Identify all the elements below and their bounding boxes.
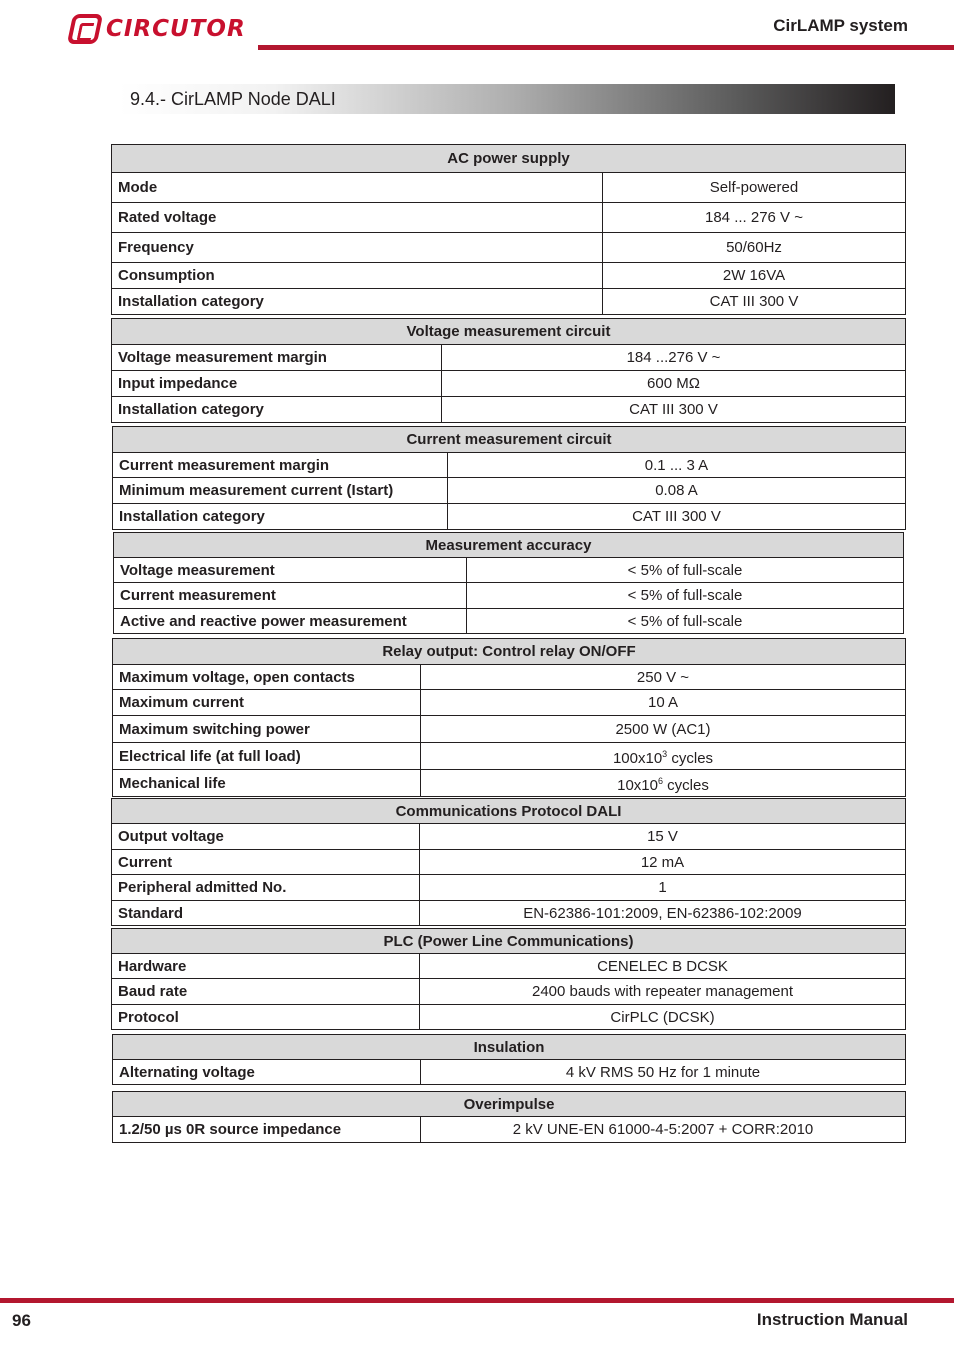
table-title: Communications Protocol DALI (112, 799, 906, 824)
spec-label: Frequency (112, 233, 603, 263)
header-divider (258, 45, 954, 50)
spec-table-current-measurement-circuit (112, 426, 906, 530)
spec-table-ac-power-supply (111, 144, 906, 315)
footer-divider (0, 1298, 954, 1303)
table-row (114, 609, 904, 634)
spec-value: 600 MΩ (442, 371, 906, 397)
spec-label: Voltage measurement margin (112, 345, 442, 371)
spec-label: Voltage measurement (114, 558, 467, 583)
spec-value: EN-62386-101:2009, EN-62386-102:2009 (420, 901, 906, 926)
table-row (113, 770, 906, 797)
table-row (113, 690, 906, 716)
spec-value: 10 A (421, 690, 906, 716)
table-row (113, 716, 906, 743)
table-row (114, 558, 904, 583)
spec-value: $10x10^6$ cycles (421, 770, 906, 797)
spec-value: < 5% of full-scale (467, 583, 904, 609)
table-title: Overimpulse (113, 1092, 906, 1117)
spec-label: Input impedance (112, 371, 442, 397)
spec-table-overimpulse (112, 1091, 906, 1143)
spec-label: Rated voltage (112, 203, 603, 233)
spec-table-plc-power-line-communications (111, 928, 906, 1030)
spec-value: 2 kV UNE-EN 61000-4-5:2007 + CORR:2010 (421, 1117, 906, 1143)
spec-value: 184 ... 276 V ~ (603, 203, 906, 233)
table-title: Measurement accuracy (114, 533, 904, 558)
table-title: AC power supply (112, 145, 906, 173)
spec-label: Peripheral admitted No. (112, 875, 420, 901)
spec-value: CAT III 300 V (603, 289, 906, 315)
table-row (113, 1117, 906, 1143)
table-row (113, 453, 906, 478)
table-row (113, 1060, 906, 1085)
brand-name: CIRCUTOR (106, 16, 246, 42)
table-row (114, 583, 904, 609)
spec-label: Hardware (112, 954, 420, 979)
spec-label: Consumption (112, 263, 603, 289)
spec-table-measurement-accuracy (113, 532, 904, 634)
spec-value: CENELEC B DCSK (420, 954, 906, 979)
table-title: Current measurement circuit (113, 427, 906, 453)
table-row (112, 397, 906, 423)
spec-value: < 5% of full-scale (467, 558, 904, 583)
table-row (112, 824, 906, 850)
spec-label: Maximum switching power (113, 716, 421, 743)
table-title: Relay output: Control relay ON/OFF (113, 639, 906, 665)
table-row (112, 875, 906, 901)
spec-value: CirPLC (DCSK) (420, 1005, 906, 1030)
spec-label: Current measurement (114, 583, 467, 609)
spec-label: Alternating voltage (113, 1060, 421, 1085)
spec-value: Self-powered (603, 173, 906, 203)
section-title: 9.4.- CirLAMP Node DALI (130, 89, 336, 109)
table-row (112, 173, 906, 203)
table-row (113, 504, 906, 530)
table-row (113, 665, 906, 690)
spec-label: Mechanical life (113, 770, 421, 797)
table-row (112, 979, 906, 1005)
spec-label: Protocol (112, 1005, 420, 1030)
spec-label: Maximum voltage, open contacts (113, 665, 421, 690)
spec-value: 2500 W (AC1) (421, 716, 906, 743)
spec-value: 0.08 A (448, 478, 906, 504)
spec-table-insulation (112, 1034, 906, 1085)
spec-value: 2400 bauds with repeater management (420, 979, 906, 1005)
spec-value: $100x10^3$ cycles (421, 743, 906, 770)
spec-value: 2W 16VA (603, 263, 906, 289)
spec-label: 1.2/50 µs 0R source impedance (113, 1117, 421, 1143)
spec-label: Standard (112, 901, 420, 926)
footer-title: Instruction Manual (756, 1310, 908, 1329)
spec-value: 4 kV RMS 50 Hz for 1 minute (421, 1060, 906, 1085)
spec-label: Current measurement margin (113, 453, 448, 478)
spec-label: Active and reactive power measurement (114, 609, 467, 634)
spec-label: Installation category (113, 504, 448, 530)
spec-value: 50/60Hz (603, 233, 906, 263)
spec-value: 250 V ~ (421, 665, 906, 690)
spec-label: Minimum measurement current (Istart) (113, 478, 448, 504)
spec-label: Output voltage (112, 824, 420, 850)
table-row (112, 233, 906, 263)
spec-label: Installation category (112, 289, 603, 315)
table-title: PLC (Power Line Communications) (112, 929, 906, 954)
document-title: CirLAMP system (773, 16, 908, 35)
spec-table-communications-protocol-dali (111, 798, 906, 926)
circutor-logo-icon (67, 14, 103, 44)
spec-value: 0.1 ... 3 A (448, 453, 906, 478)
table-row (112, 345, 906, 371)
table-row (113, 478, 906, 504)
exponent: 3 (662, 748, 668, 759)
spec-table-voltage-measurement-circuit (111, 318, 906, 423)
spec-value: < 5% of full-scale (467, 609, 904, 634)
table-row (112, 954, 906, 979)
table-row (112, 289, 906, 315)
circutor-logo (70, 12, 246, 46)
spec-value: 184 ...276 V ~ (442, 345, 906, 371)
table-row (112, 850, 906, 875)
spec-value: CAT III 300 V (448, 504, 906, 530)
spec-label: Current (112, 850, 420, 875)
spec-value: 12 mA (420, 850, 906, 875)
table-row (112, 901, 906, 926)
table-title: Insulation (113, 1035, 906, 1060)
table-row (112, 371, 906, 397)
table-row (112, 263, 906, 289)
exponent: 6 (658, 775, 664, 786)
spec-label: Electrical life (at full load) (113, 743, 421, 770)
spec-label: Installation category (112, 397, 442, 423)
spec-value: 15 V (420, 824, 906, 850)
table-row (113, 743, 906, 770)
spec-label: Maximum current (113, 690, 421, 716)
spec-label: Baud rate (112, 979, 420, 1005)
table-title: Voltage measurement circuit (112, 319, 906, 345)
spec-value: 1 (420, 875, 906, 901)
page-number: 96 (12, 1311, 31, 1330)
table-row (112, 1005, 906, 1030)
spec-table-relay-output-control-relay-on-off (112, 638, 906, 797)
table-row (112, 203, 906, 233)
spec-label: Mode (112, 173, 603, 203)
spec-value: CAT III 300 V (442, 397, 906, 423)
section-heading-bar (118, 84, 895, 114)
